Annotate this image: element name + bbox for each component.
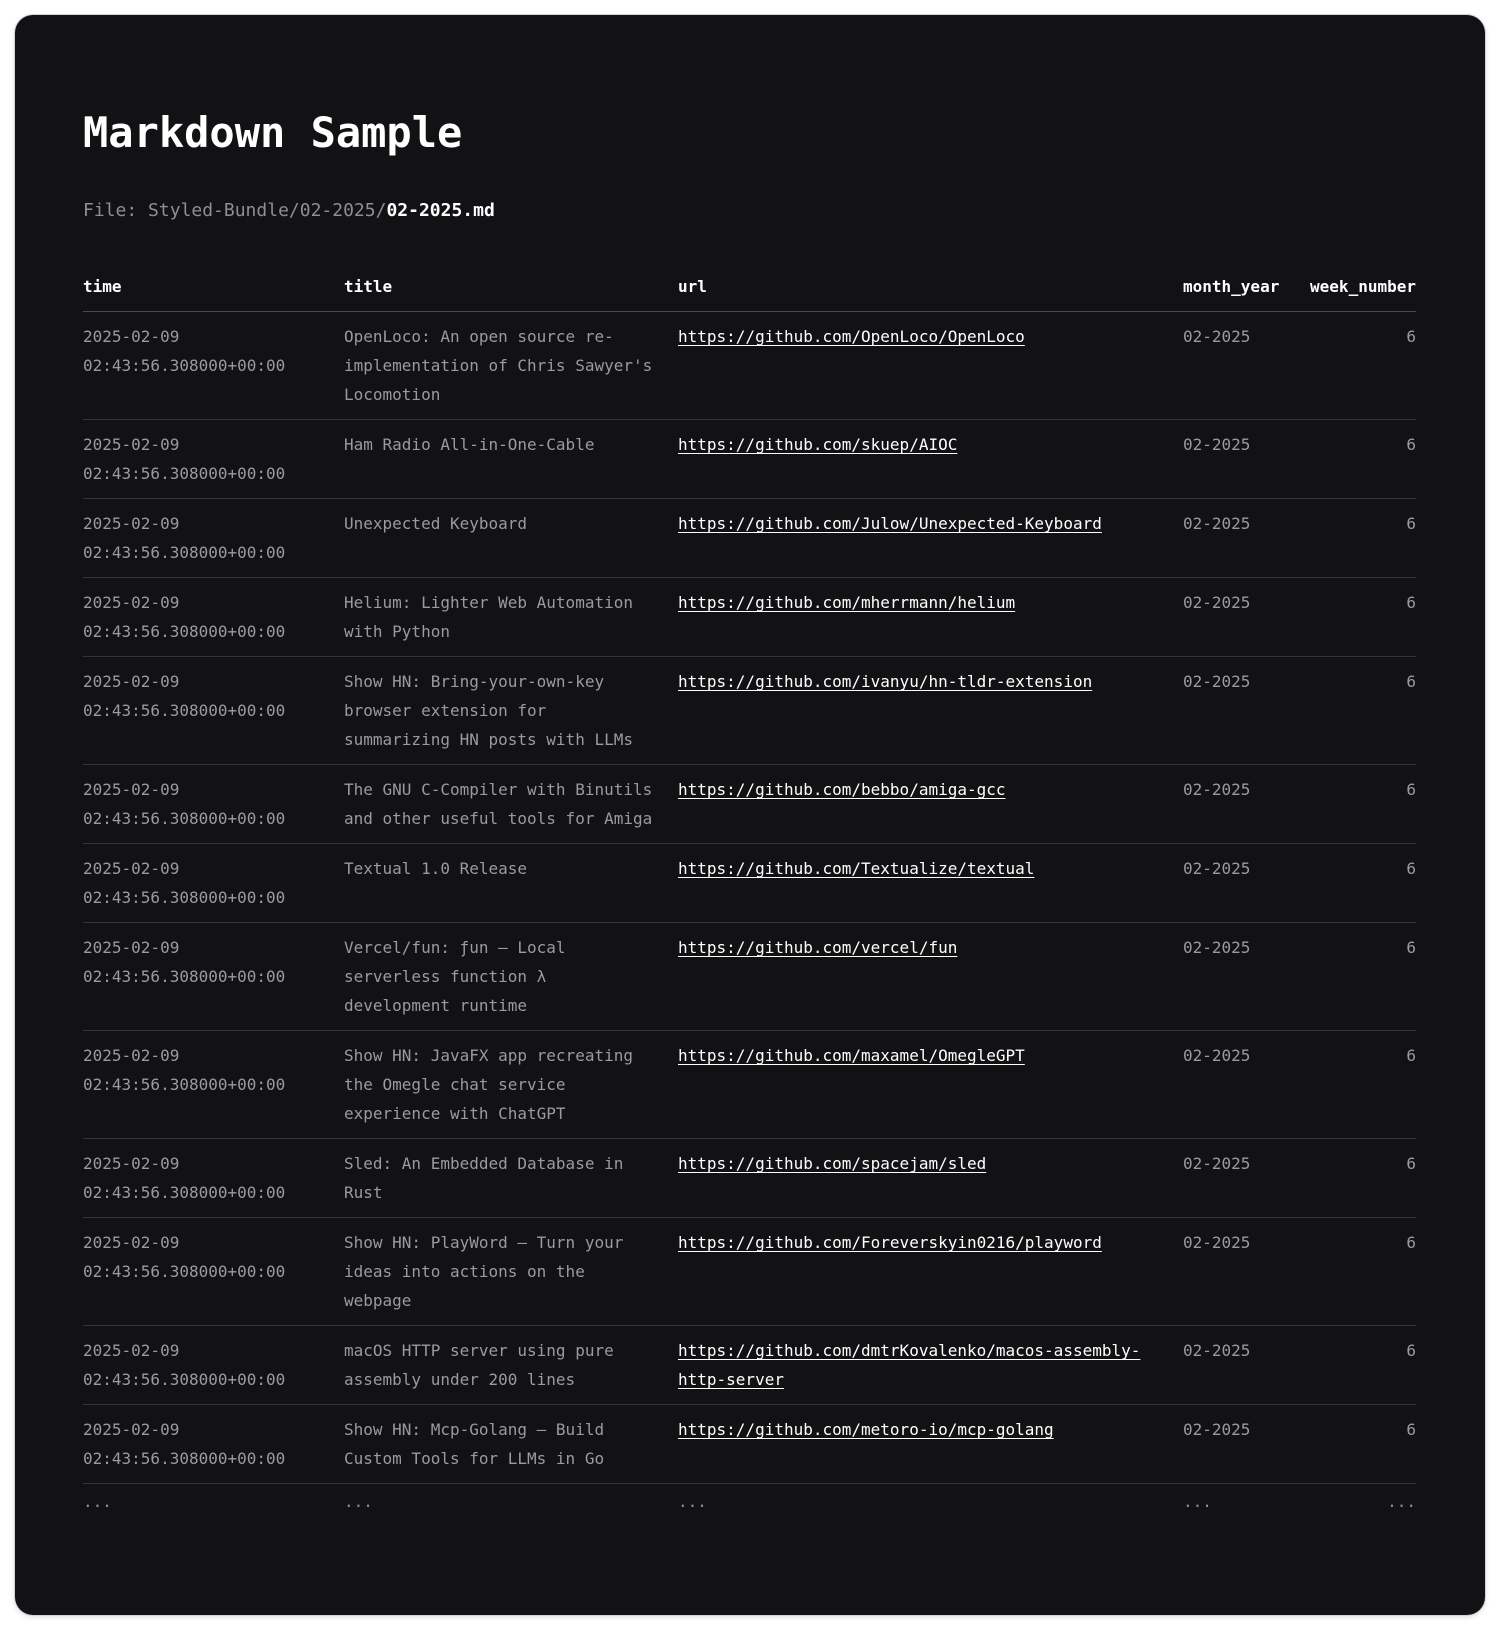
cell-week-number: 6: [1305, 1218, 1416, 1326]
table-ellipsis-row: [83, 1484, 1416, 1523]
cell-month-year: 02-2025: [1183, 765, 1305, 844]
repo-link[interactable]: https://github.com/mherrmann/helium: [678, 593, 1016, 612]
column-header-title: title: [344, 261, 678, 312]
cell-week-number: 6: [1305, 1326, 1416, 1405]
repo-link[interactable]: https://github.com/OpenLoco/OpenLoco: [678, 327, 1025, 346]
table-row: [83, 1326, 1416, 1405]
cell-week-number: 6: [1305, 657, 1416, 765]
cell-month-year: 02-2025: [1183, 1326, 1305, 1405]
cell-time: 2025-02-09 02:43:56.308000+00:00: [83, 499, 344, 578]
ellipsis-cell: ...: [344, 1492, 373, 1511]
column-header-week-number: week_number: [1305, 261, 1416, 312]
cell-url: [678, 420, 1183, 499]
table-row: [83, 923, 1416, 1031]
cell-url: [678, 844, 1183, 923]
repo-link[interactable]: https://github.com/spacejam/sled: [678, 1154, 987, 1173]
cell-week-number: 6: [1305, 1139, 1416, 1218]
column-header-time: time: [83, 261, 344, 312]
cell-month-year: 02-2025: [1183, 1031, 1305, 1139]
cell-month-year: 02-2025: [1183, 657, 1305, 765]
ellipsis-cell: ...: [678, 1492, 707, 1511]
cell-title: Vercel/fun: ƒun – Local serverless function λ development runtime: [344, 923, 678, 1031]
cell-week-number: 6: [1305, 578, 1416, 657]
cell-week-number: 6: [1305, 1031, 1416, 1139]
cell-title: Show HN: Mcp-Golang – Build Custom Tools for LLMs in Go: [344, 1405, 678, 1484]
repo-link[interactable]: https://github.com/Textualize/textual: [678, 859, 1035, 878]
cell-time: 2025-02-09 02:43:56.308000+00:00: [83, 420, 344, 499]
cell-url: [678, 1218, 1183, 1326]
repo-link[interactable]: https://github.com/metoro-io/mcp-golang: [678, 1420, 1054, 1439]
cell-title: The GNU C-Compiler with Binutils and other useful tools for Amiga: [344, 765, 678, 844]
cell-url: [678, 312, 1183, 420]
column-header-month-year: month_year: [1183, 261, 1305, 312]
cell-title: Sled: An Embedded Database in Rust: [344, 1139, 678, 1218]
cell-title: macOS HTTP server using pure assembly under 200 lines: [344, 1326, 678, 1405]
cell-title: Helium: Lighter Web Automation with Python: [344, 578, 678, 657]
table-row: [83, 844, 1416, 923]
cell-url: [678, 1405, 1183, 1484]
repo-link[interactable]: https://github.com/bebbo/amiga-gcc: [678, 780, 1006, 799]
table-row: [83, 420, 1416, 499]
table-header-row: [83, 261, 1416, 312]
cell-month-year: 02-2025: [1183, 923, 1305, 1031]
cell-month-year: 02-2025: [1183, 1405, 1305, 1484]
cell-week-number: 6: [1305, 1405, 1416, 1484]
cell-time: 2025-02-09 02:43:56.308000+00:00: [83, 1139, 344, 1218]
cell-time: 2025-02-09 02:43:56.308000+00:00: [83, 657, 344, 765]
repo-link[interactable]: https://github.com/ivanyu/hn-tldr-extension: [678, 672, 1093, 691]
file-name: 02-2025.md: [386, 200, 495, 221]
cell-week-number: 6: [1305, 420, 1416, 499]
page-title: Markdown Sample: [83, 108, 463, 157]
file-path-prefix: File: Styled-Bundle/02-2025/: [83, 200, 387, 221]
document-card: [15, 15, 1485, 1615]
cell-url: [678, 1326, 1183, 1405]
table-row: [83, 499, 1416, 578]
cell-time: 2025-02-09 02:43:56.308000+00:00: [83, 1218, 344, 1326]
cell-url: [678, 1139, 1183, 1218]
cell-url: [678, 1031, 1183, 1139]
cell-week-number: 6: [1305, 312, 1416, 420]
cell-title: Show HN: PlayWord – Turn your ideas into actions on the webpage: [344, 1218, 678, 1326]
ellipsis-cell: ...: [1183, 1492, 1212, 1511]
cell-month-year: 02-2025: [1183, 420, 1305, 499]
table-row: [83, 765, 1416, 844]
cell-title: Textual 1.0 Release: [344, 844, 678, 923]
cell-week-number: 6: [1305, 923, 1416, 1031]
table-row: [83, 1031, 1416, 1139]
cell-time: 2025-02-09 02:43:56.308000+00:00: [83, 1405, 344, 1484]
ellipsis-cell: ...: [1387, 1492, 1416, 1511]
column-header-url: url: [678, 261, 1183, 312]
cell-week-number: 6: [1305, 765, 1416, 844]
table-row: [83, 1218, 1416, 1326]
cell-title: Unexpected Keyboard: [344, 499, 678, 578]
cell-month-year: 02-2025: [1183, 312, 1305, 420]
table-body: [83, 312, 1416, 1523]
data-table: [83, 261, 1416, 1522]
table-row: [83, 578, 1416, 657]
repo-link[interactable]: https://github.com/dmtrKovalenko/macos-assembly-http-server: [678, 1341, 1141, 1389]
cell-month-year: 02-2025: [1183, 1139, 1305, 1218]
table-row: [83, 1139, 1416, 1218]
repo-link[interactable]: https://github.com/Julow/Unexpected-Keyboard: [678, 514, 1102, 533]
table-row: [83, 657, 1416, 765]
cell-week-number: 6: [1305, 844, 1416, 923]
cell-title: OpenLoco: An open source re-implementation of Chris Sawyer's Locomotion: [344, 312, 678, 420]
cell-time: 2025-02-09 02:43:56.308000+00:00: [83, 1031, 344, 1139]
repo-link[interactable]: https://github.com/skuep/AIOC: [678, 435, 958, 454]
cell-title: Show HN: JavaFX app recreating the Omegle chat service experience with ChatGPT: [344, 1031, 678, 1139]
cell-time: 2025-02-09 02:43:56.308000+00:00: [83, 312, 344, 420]
repo-link[interactable]: https://github.com/vercel/fun: [678, 938, 958, 957]
cell-month-year: 02-2025: [1183, 1218, 1305, 1326]
file-path: [83, 197, 1415, 225]
cell-title: Show HN: Bring-your-own-key browser extension for summarizing HN posts with LLMs: [344, 657, 678, 765]
cell-month-year: 02-2025: [1183, 578, 1305, 657]
repo-link[interactable]: https://github.com/maxamel/OmegleGPT: [678, 1046, 1025, 1065]
cell-time: 2025-02-09 02:43:56.308000+00:00: [83, 844, 344, 923]
cell-time: 2025-02-09 02:43:56.308000+00:00: [83, 1326, 344, 1405]
cell-url: [678, 578, 1183, 657]
cell-url: [678, 499, 1183, 578]
cell-time: 2025-02-09 02:43:56.308000+00:00: [83, 765, 344, 844]
ellipsis-cell: ...: [83, 1492, 112, 1511]
cell-week-number: 6: [1305, 499, 1416, 578]
cell-url: [678, 657, 1183, 765]
cell-url: [678, 923, 1183, 1031]
cell-title: Ham Radio All-in-One-Cable: [344, 420, 678, 499]
cell-time: 2025-02-09 02:43:56.308000+00:00: [83, 923, 344, 1031]
repo-link[interactable]: https://github.com/Foreverskyin0216/playword: [678, 1233, 1102, 1252]
cell-url: [678, 765, 1183, 844]
cell-time: 2025-02-09 02:43:56.308000+00:00: [83, 578, 344, 657]
cell-month-year: 02-2025: [1183, 499, 1305, 578]
table-row: [83, 312, 1416, 420]
table-row: [83, 1405, 1416, 1484]
cell-month-year: 02-2025: [1183, 844, 1305, 923]
